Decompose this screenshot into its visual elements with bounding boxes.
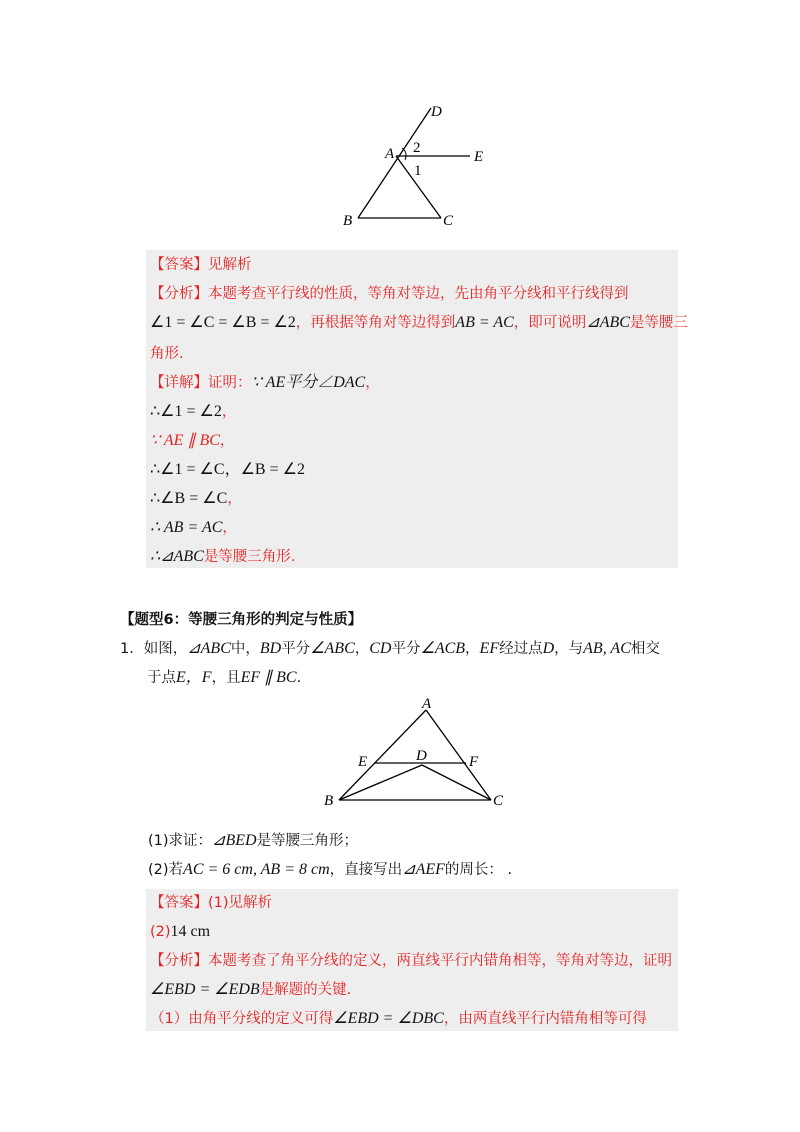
q-text: ，与 [554,641,584,657]
q-math: CD [369,640,392,657]
q-text: 经过点 [499,641,543,657]
q-text: 相交 [630,641,660,657]
solution-box-2 [146,889,678,1031]
analysis-math: ∠EBD = ∠EDB [150,981,260,998]
q-text: 平分 [391,641,421,657]
q-math: ⊿BED [212,832,257,849]
q-math: D [542,640,555,657]
answer-2-number: (2) [150,924,171,940]
analysis-line-3: 角形. [150,346,184,362]
step-4 [150,488,242,510]
q-math: EF ∥ BC [240,669,297,686]
line-bd [339,765,422,800]
step-math: ∴∠1 = ∠2 [150,403,222,420]
label-1: 1 [414,163,422,179]
q-math: E，F [176,669,212,686]
step-line-1 [150,1008,647,1030]
q-text: . [296,670,302,686]
q-math: AC = 6 cm, AB = 8 cm [183,861,330,878]
step-tail: ， [221,404,237,420]
step-5 [150,517,237,539]
analysis-line-1 [150,283,629,305]
label-e: E [358,754,368,770]
analysis-line-2 [150,312,688,334]
q-text: ， [354,641,370,657]
q-text: ，直接写出 [329,862,403,878]
q-text: 于点 [147,670,176,686]
step-2 [150,430,234,452]
question-number: 1． [120,641,144,657]
answer-tag: 【答案】 [150,257,208,273]
step-math: ∴∠1 = ∠C，∠B = ∠2 [150,461,305,478]
analysis-line-1 [150,950,672,972]
line-ac [426,710,491,800]
label-d: D [416,748,427,764]
answer-tag: 【答案】 [150,895,208,911]
analysis-line-2 [150,979,351,1001]
q-math: BD [259,640,282,657]
analysis-tag: 【分析】 [150,953,208,969]
step-6 [150,546,295,568]
label-f: F [469,754,479,770]
figure-triangle-aef-bisectors [318,694,518,812]
detail-end: ， [365,375,380,391]
q-math: ∠ACB [420,640,466,657]
q-text: 如图， [143,641,188,657]
label-b: B [324,793,334,809]
label-2: 2 [413,140,421,156]
part-number: (1) [148,833,169,849]
section-heading: 【题型6：等腰三角形的判定与性质】 [120,612,363,628]
answer-line [150,254,252,276]
step-1 [150,401,236,423]
step-math: ∴⊿ABC [150,548,204,565]
q-text: 求证： [168,833,213,849]
answer-2-value: 14 cm [170,923,211,940]
label-e: E [474,149,484,165]
step-math: ∴ AB = AC [150,519,223,536]
answer-text: (1)见解析 [208,895,273,911]
q-math: EF [479,640,500,657]
label-c: C [443,213,454,229]
label-a: A [385,146,395,162]
q-text: ，且 [211,670,241,686]
detail-line [150,372,380,394]
label-a: A [422,696,432,712]
q-text: 若 [168,862,184,878]
question-part-1 [148,830,358,852]
detail-tag: 【详解】 [150,375,208,391]
step-3 [150,459,305,481]
q-text: 的周长： . [444,862,513,878]
analysis-text-c: 是等腰三 [629,315,688,331]
detail-text: 证明： [208,375,252,391]
analysis-math-b: AB = AC [455,314,514,331]
step-tail: ， [219,433,235,449]
q-math: ∠ABC [310,640,355,657]
figure-triangle-abc-with-bisector [330,100,510,230]
label-c: C [493,793,504,809]
step-math: ∵ AE ∥ BC [150,432,220,449]
analysis-text-a: ，再根据等角对等边得到 [295,315,456,331]
line-cd [422,765,491,800]
analysis-text-2: 是解题的关键. [259,982,352,998]
step-text-a: （1）由角平分线的定义可得 [150,1011,334,1027]
analysis-text: 本题考查了角平分线的定义，两直线平行内错角相等，等角对等边，证明 [208,953,672,969]
q-math: ⊿AEF [402,861,445,878]
analysis-math-a: ∠1 = ∠C = ∠B = ∠2 [150,314,296,331]
step-math: ∴∠B = ∠C [150,490,228,507]
answer-2-line [150,921,210,943]
step-tail: 是等腰三角形. [203,549,296,565]
line-ab [339,710,426,800]
analysis-text-b: ，即可说明 [513,315,587,331]
analysis-tag: 【分析】 [150,286,208,302]
answer-text: 见解析 [208,257,252,273]
q-text: 中， [230,641,260,657]
question-1-line-2 [147,667,301,689]
question-1-line-1 [120,638,660,660]
step-tail: ， [222,520,237,536]
q-math: AB, AC [583,640,631,657]
q-math: ⊿ABC [187,640,231,657]
label-b: B [343,213,353,229]
part-number: (2) [148,862,169,878]
analysis-math-c: ⊿ABC [586,314,630,331]
answer-line [150,892,272,914]
step-text-b: ，由两直线平行内错角相等可得 [443,1011,647,1027]
question-part-2 [148,859,512,881]
step-math: ∠EBD = ∠DBC [333,1010,444,1027]
q-text: 是等腰三角形； [256,833,359,849]
detail-math: ∵ AE平分∠DAC [251,374,366,391]
step-tail: ， [227,491,242,507]
solution-box-1 [146,250,688,568]
label-d: D [431,104,442,120]
q-text: 平分 [281,641,311,657]
analysis-text: 本题考查平行线的性质，等角对等边，先由角平分线和平行线得到 [208,286,629,302]
q-text: ， [465,641,480,657]
